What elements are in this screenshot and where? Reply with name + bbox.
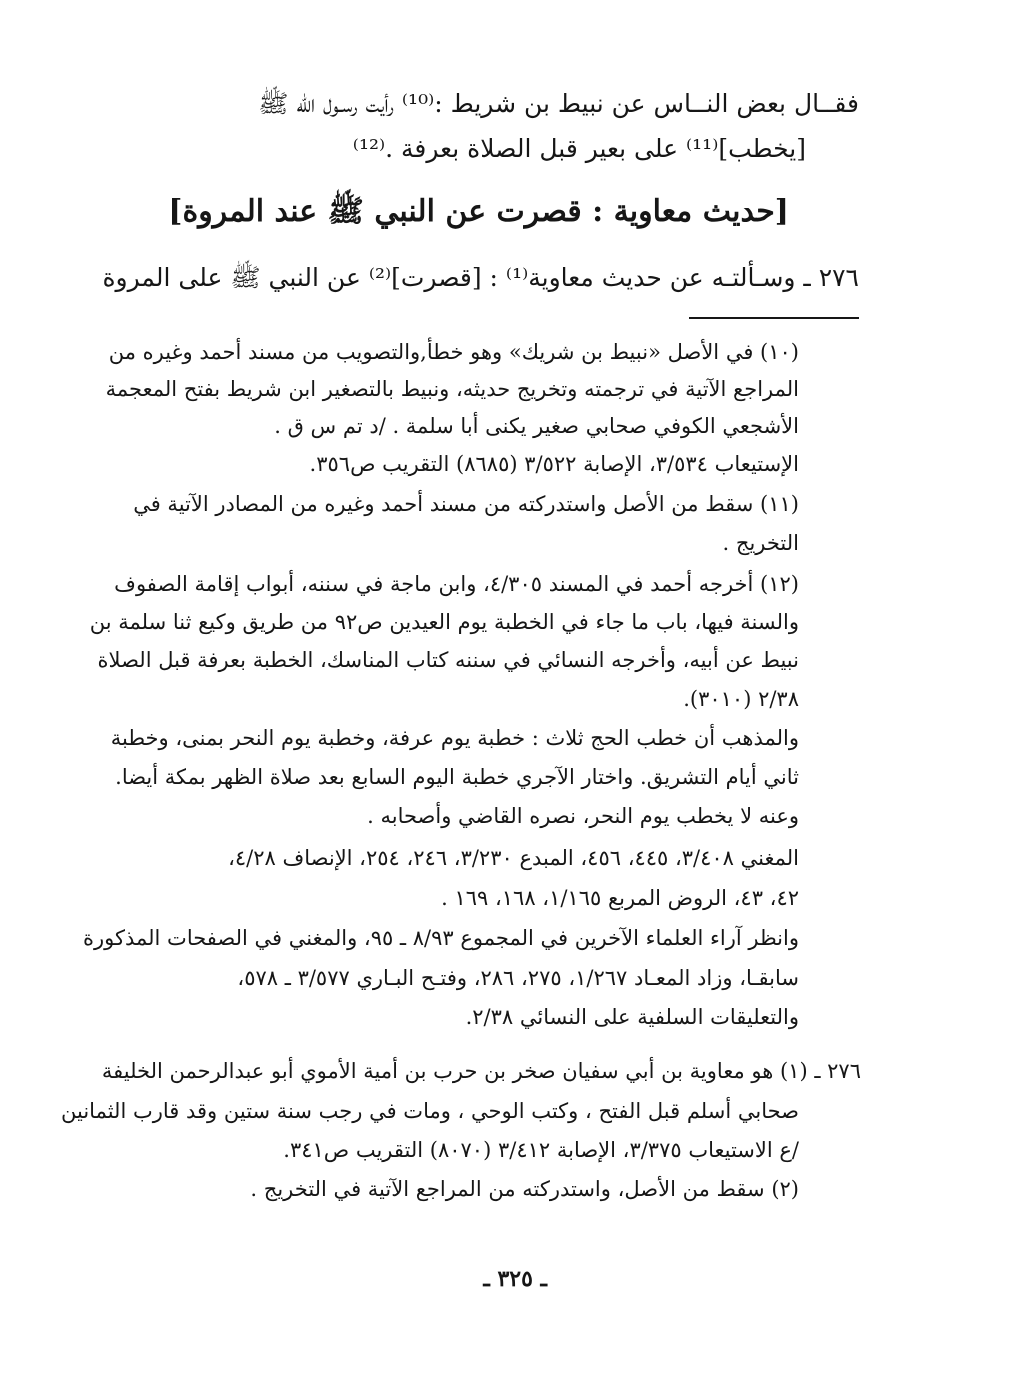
main-text-line: [يخطب]⁽¹¹⁾ على بعير قبل الصلاة بعرفة .⁽¹²⁾ [352, 134, 806, 163]
scholars-line: والتعليقات السلفية على النسائي ٢/٣٨. [465, 1005, 799, 1029]
scholars-line: وانظر آراء العلماء الآخرين في المجموع ٨/٩٣ ـ ٩٥، والمغني في الصفحات المذكورة [83, 926, 799, 950]
footnote-12-line: نبيط عن أبيه، وأخرجه النسائي في سننه كتاب المناسك، الخطبة بعرفة قبل الصلاة [97, 648, 799, 672]
footnote-12-line: والسنة فيها، باب ما جاء في الخطبة يوم العيدين ص٩٢ من طريق وكيع ثنا سلمة بن [89, 610, 799, 634]
footnote-11-line: التخريج . [722, 531, 799, 555]
footnote-10-line: الأشجعي الكوفي صحابي صغير يكنى أبا سلمة . /د تم س ق . [274, 414, 799, 438]
footnote-276-1-line: /ع الاستيعاب ٣/٣٧٥، الإصابة ٣/٤١٢ (٨٠٧٠) التقريب ص٣٤١. [283, 1138, 799, 1162]
madhhab-line: وعنه لا يخطب يوم النحر، نصره القاضي وأصحابه . [367, 804, 799, 828]
hadith-276-line: ٢٧٦ ـ وسـألتـه عن حديث معاوية⁽¹⁾ : [قصرت]⁽²⁾ عن النبي ﷺ على المروة [102, 263, 859, 292]
footnote-276-1-line: صحابي أسلم قبل الفتح ، وكتب الوحي ، ومات في رجب سنة ستين وقد قارب الثمانين [61, 1099, 799, 1123]
section-heading: [حديث معاوية : قصرت عن النبي ﷺ عند المروة] [168, 194, 789, 229]
footnote-276-2-line: (٢) سقط من الأصل، واستدركته من المراجع الآتية في التخريج . [250, 1177, 799, 1201]
footnote-10-line: المراجع الآتية في ترجمته وتخريج حديثه، ونبيط بالتصغير ابن شريط بفتح المعجمة [105, 377, 799, 401]
madhhab-line: ثاني أيام التشريق. واختار الآجري خطبة اليوم السابع بعد صلاة الظهر بمكة أيضا. [115, 765, 799, 789]
footnote-12-line: (١٢) أخرجه أحمد في المسند ٤/٣٠٥، وابن ماجة في سننه، أبواب إقامة الصفوف [114, 572, 799, 596]
footnote-12-line: ٢/٣٨ (٣٠١٠). [683, 687, 799, 711]
madhhab-line: والمذهب أن خطب الحج ثلاث : خطبة يوم عرفة، وخطبة يوم النحر بمنى، وخطبة [110, 726, 799, 750]
mughni-refs-line: المغني ٣/٤٠٨، ٤٤٥، ٤٥٦، المبدع ٣/٢٣٠، ٢٤٦، ٢٥٤، الإنصاف ٤/٢٨، [228, 846, 799, 870]
scholars-line: سابقـا، وزاد المعـاد ١/٢٦٧، ٢٧٥، ٢٨٦، وفتـح البـاري ٣/٥٧٧ ـ ٥٧٨، [237, 966, 799, 990]
footnote-11-line: (١١) سقط من الأصل واستدركته من مسند أحمد وغيره من المصادر الآتية في [133, 492, 799, 516]
footnote-276-1-line: ٢٧٦ ـ (١) هو معاوية بن أبي سفيان صخر بن حرب بن أمية الأموي أبو عبدالرحمن الخليفة [101, 1059, 861, 1083]
footnote-10-line: (١٠) في الأصل «نبيط بن شريك» وهو خطأ,والتصويب من مسند أحمد وغيره من [108, 340, 799, 364]
page-number: ـ ٣٢٥ ـ [483, 1266, 547, 1292]
footnote-separator [689, 317, 859, 319]
main-text-line: فقــال بعض النــاس عن نبيط بن شريط :⁽¹⁰⁾ رأيت رسـول الله ﷺ [258, 89, 859, 118]
footnote-10-line: الإستيعاب ٣/٥٣٤، الإصابة ٣/٥٢٢ (٨٦٨٥) التقريب ص٣٥٦. [309, 452, 799, 476]
mughni-refs-line: ٤٢، ٤٣، الروض المربع ١/١٦٥، ١٦٨، ١٦٩ . [441, 886, 799, 910]
